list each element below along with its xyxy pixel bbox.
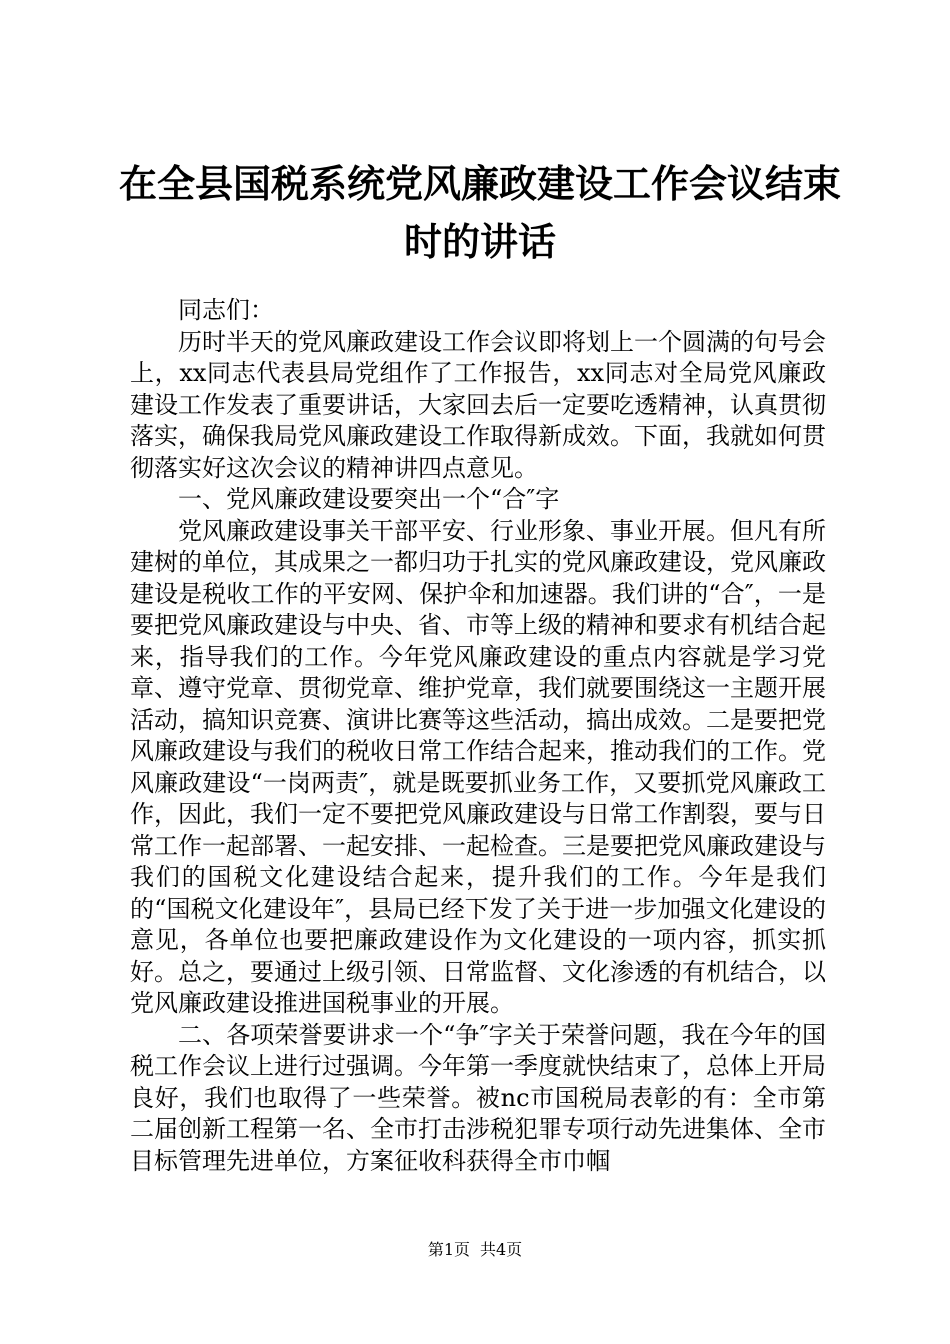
section-2-paragraph: 二、各项荣誉要讲求一个“争″字关于荣誉问题，我在今年的国税工作会议上进行过强调。今年第一季度就快结束了，总体上开局良好，我们也取得了一些荣誉。被nc市国税局表彰的有：全市第二届创新工程第一名、全市打击涉税犯罪专项行动先进集体、全市目标管理先进单位，方案征收科获得全市巾帼 — [130, 1020, 826, 1175]
page-footer — [0, 1240, 950, 1260]
salutation-paragraph: 同志们： — [178, 296, 274, 324]
section-heading-1: 一、党风廉政建设要突出一个“合″字 — [178, 485, 560, 513]
intro-paragraph: 历时半天的党风廉政建设工作会议即将划上一个圆满的句号会上，xx同志代表县局党组作了工作报告，xx同志对全局党风廉政建设工作发表了重要讲话，大家回去后一定要吃透精神，认真贯彻落实，确保我局党风廉政建设工作取得新成效。下面，我就如何贯彻落实好这次会议的精神讲四点意见。 — [130, 327, 826, 482]
page-total: 共4页 — [480, 1240, 523, 1259]
document-body — [130, 295, 826, 1177]
section-1-paragraph: 党风廉政建设事关干部平安、行业形象、事业开展。但凡有所建树的单位，其成果之一都归功于扎实的党风廉政建设，党风廉政建设是税收工作的平安网、保护伞和加速器。我们讲的“合″，一是要把党风廉政建设与中央、省、市等上级的精神和要求有机结合起来，指导我们的工作。今年党风廉政建设的重点内容就是学习党章、遵守党章、贯彻党章、维护党章，我们就要围绕这一主题开展活动，搞知识竞赛、演讲比赛等这些活动，搞出成效。二是要把党风廉政建设与我们的税收日常工作结合起来，推动我们的工作。党风廉政建设“一岗两责″，就是既要抓业务工作，又要抓党风廉政工作，因此，我们一定不要把党风廉政建设与日常工作割裂，要与日常工作一起部署、一起安排、一起检查。三是要把党风廉政建设与我们的国税文化建设结合起来，提升我们的工作。今年是我们的“国税文化建设年″，县局已经下发了关于进一步加强文化建设的意见，各单位也要把廉政建设作为文化建设的一项内容，抓实抓好。总之，要通过上级引领、日常监督、文化渗透的有机结合，以党风廉政建设推进国税事业的开展。 — [130, 516, 826, 1017]
page-number: 第1页 — [427, 1240, 470, 1259]
document-title: 在全县国税系统党风廉政建设工作会议结束时的讲话 — [118, 161, 841, 264]
